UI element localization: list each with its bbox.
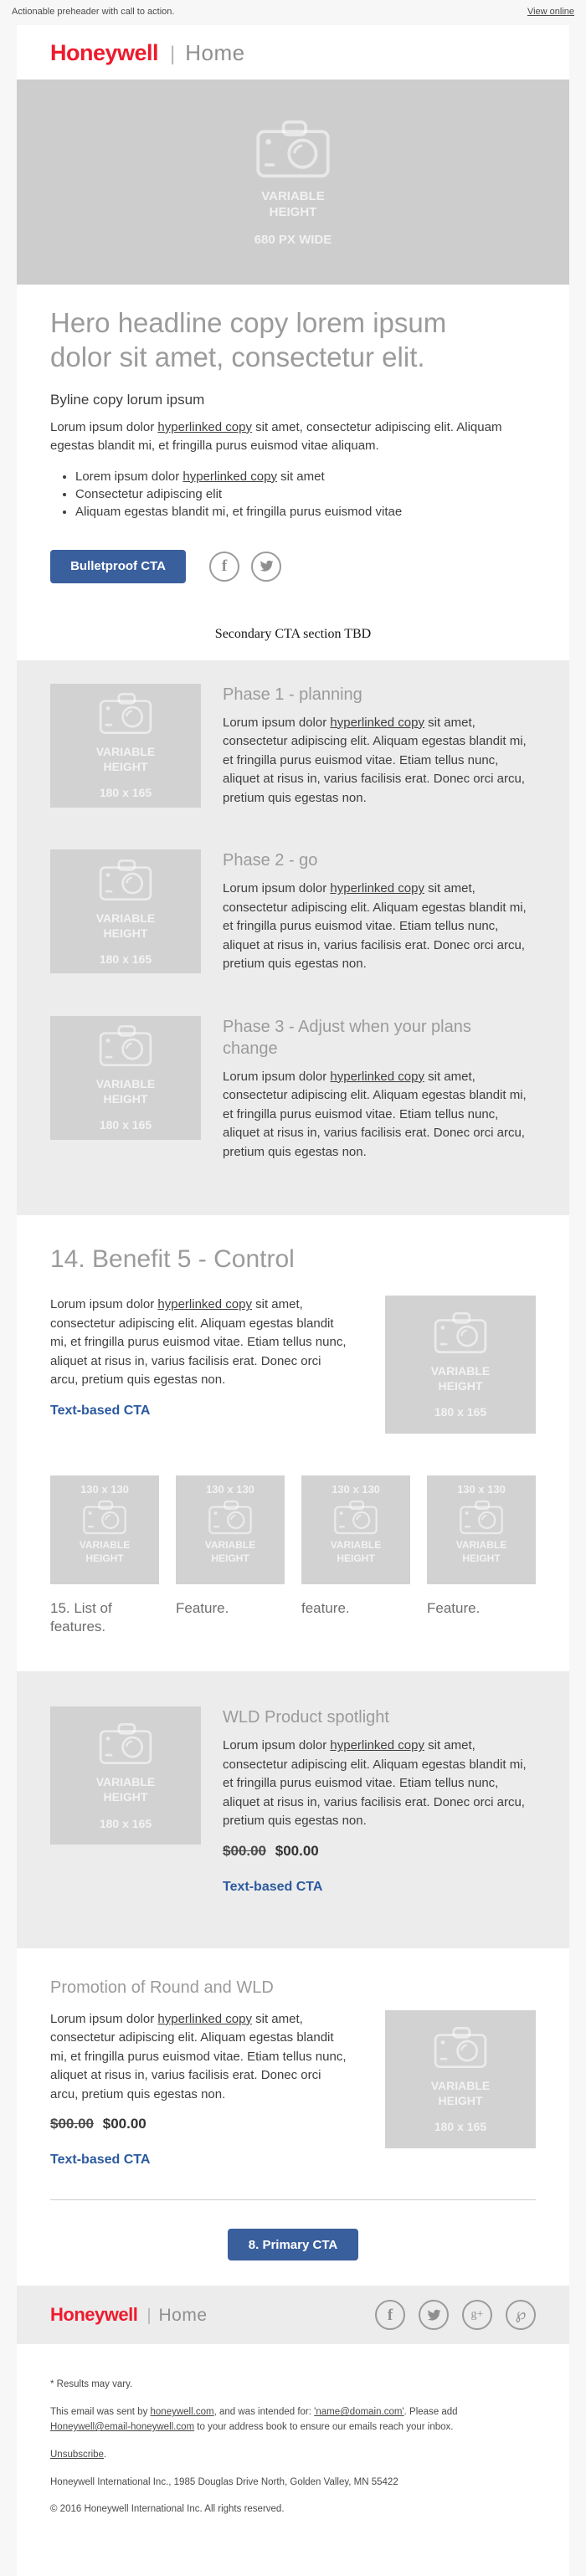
spotlight-section [17,1671,569,1948]
camera-icon [458,1499,505,1536]
google-plus-button[interactable] [462,2300,492,2330]
promotion-section [17,1948,569,2286]
placeholder-size-label: 180 x 165 [99,1118,152,1132]
twitter-button[interactable] [251,552,281,582]
phase-image-placeholder [50,684,201,808]
feature-image-placeholder [427,1475,536,1584]
hyperlinked-copy-link[interactable]: hyperlinked copy [330,1738,424,1753]
hero-social-icons [209,552,281,582]
phase-row [50,684,536,808]
placeholder-variable-height: VARIABLE HEIGHT [261,188,325,219]
benefit-section [17,1215,569,1671]
price-line [223,1843,536,1860]
brand-divider: | [170,43,176,65]
sent-info: This email was sent by honeywell.com, and was intended for: 'name@domain.com'. Please add Honeywell@email-honeywell.com to your address book to ensure our emails reach your inbox. [50,2407,458,2433]
preheader-text: Actionable preheader with call to action. [12,7,175,17]
brand-division: Home [185,40,245,65]
honeywell-home-logo[interactable] [50,40,536,66]
facebook-button[interactable] [375,2300,405,2330]
placeholder-size-label: 180 x 165 [434,2120,487,2134]
promotion-text [50,2010,352,2168]
benefit-heading: 14. Benefit 5 - Control [50,1245,295,1274]
placeholder-size-label: 180 x 165 [434,1405,487,1419]
footer-text [17,2344,569,2576]
secondary-cta-heading: Secondary CTA section TBD [214,626,372,641]
placeholder-variable-height: VARIABLE HEIGHT [95,745,156,774]
placeholder-size-label: 680 PX WIDE [254,232,332,247]
benefit-text [50,1296,352,1434]
promotion-image-placeholder [385,2010,536,2148]
hyperlinked-copy-link[interactable]: hyperlinked copy [330,715,424,730]
hyperlinked-copy-link[interactable]: hyperlinked copy [330,881,424,896]
copyright-line: © 2016 Honeywell International Inc. All rights reserved. [50,2504,285,2515]
twitter-button[interactable] [419,2300,449,2330]
placeholder-variable-height: VARIABLE HEIGHT [330,1539,382,1564]
text-based-cta-link[interactable]: Text-based CTA [50,1403,151,1418]
spotlight-body: Lorum ipsum dolor hyperlinked copy sit amet, consectetur adipiscing elit. Aliquam egestas blandit mi, et fringilla purus euismod vitae. Etiam tellus nunc, aliquet at risus in, varius facilisis erat. Donec orci arcu, pretium quis egestas non. [223,1738,527,1829]
price-new: $00.00 [102,2116,146,2132]
hero-byline: Byline copy lorum ipsum [50,391,205,408]
honeywell-com-link[interactable]: honeywell.com [150,2407,214,2418]
price-new: $00.00 [275,1842,319,1859]
placeholder-size-label: 130 x 130 [80,1483,129,1496]
bullet-item: • Aliquam egestas blandit mi, et fringilla purus euismod vitae [75,503,536,521]
promotion-columns [50,2010,536,2168]
phase-body: Lorum ipsum dolor hyperlinked copy sit amet, consectetur adipiscing elit. Aliquam egestas blandit mi, et fringilla purus euismod vitae. Etiam tellus nunc, aliquet at risus in, varius facilisis erat. Donec orci arcu, pretium quis egestas non. [223,715,527,805]
phase-row [50,1016,536,1162]
placeholder-variable-height: VARIABLE HEIGHT [430,2078,491,2107]
phase-text [223,849,536,974]
phase-body: Lorum ipsum dolor hyperlinked copy sit amet, consectetur adipiscing elit. Aliquam egestas blandit mi, et fringilla purus euismod vitae. Etiam tellus nunc, aliquet at risus in, varius facilisis erat. Donec orci arcu, pretium quis egestas non. [223,881,527,972]
pinterest-button[interactable] [506,2300,536,2330]
unsubscribe-link[interactable]: Unsubscribe [50,2449,104,2460]
feature-label: feature. [301,1600,350,1617]
hero-image-placeholder [17,80,569,285]
placeholder-variable-height: VARIABLE HEIGHT [95,1077,156,1106]
hero-headline: Hero headline copy lorem ipsum dolor sit amet, consectetur elit. [50,307,447,372]
feature-label: Feature. [427,1600,481,1617]
address-line: Honeywell International Inc., 1985 Douglas Drive North, Golden Valley, MN 55422 [50,2476,398,2487]
footer-social-icons [375,2300,536,2330]
preheader [0,0,586,25]
spotlight-title: WLD Product spotlight [223,1708,389,1727]
hyperlinked-copy-link[interactable]: hyperlinked copy [330,1069,424,1084]
camera-icon [81,1499,128,1536]
placeholder-variable-height: VARIABLE HEIGHT [95,1775,156,1804]
bullet-item: • Consectetur adipiscing elit [75,485,536,503]
bullet-item: • Lorem ipsum dolor hyperlinked copy sit amet [75,468,536,485]
feature-label: 15. List of features. [50,1600,112,1635]
footer-honeywell-home-logo[interactable] [50,2304,208,2326]
price-old: $00.00 [50,2116,94,2132]
cta-row [50,550,536,583]
divider [50,2199,536,2200]
primary-cta-wrap [50,2229,536,2260]
placeholder-size-label: 180 x 165 [99,786,152,800]
placeholder-variable-height: VARIABLE HEIGHT [430,1364,491,1393]
feature-label: Feature. [176,1600,229,1617]
facebook-icon: f [387,2306,393,2324]
camera-icon [97,1024,154,1068]
phase-row [50,849,536,974]
placeholder-variable-height: VARIABLE HEIGHT [204,1539,256,1564]
feature-boxes-row [50,1475,536,1584]
feature-image-placeholder [176,1475,285,1584]
camera-icon [332,1499,379,1536]
bulletproof-cta-button[interactable]: Bulletproof CTA [50,550,186,583]
text-based-cta-link[interactable]: Text-based CTA [223,1879,323,1894]
placeholder-variable-height: VARIABLE HEIGHT [95,911,156,940]
hyperlinked-copy-link[interactable]: hyperlinked copy [157,1297,252,1312]
placeholder-variable-height: VARIABLE HEIGHT [455,1539,507,1564]
promotion-title: Promotion of Round and WLD [50,1978,274,1997]
pinterest-icon: ℘ [515,2306,527,2324]
phase-text [223,684,536,808]
phase-body: Lorum ipsum dolor hyperlinked copy sit amet, consectetur adipiscing elit. Aliquam egestas blandit mi, et fringilla purus euismod vitae. Etiam tellus nunc, aliquet at risus in, varius facilisis erat. Donec orci arcu, pretium quis egestas non. [223,1069,527,1159]
twitter-icon [427,2308,441,2322]
recipient-email-link[interactable]: 'name@domain.com' [314,2407,404,2418]
brand-divider: | [146,2307,152,2326]
unsubscribe-line: Unsubscribe. [50,2449,107,2460]
hyperlinked-copy-link[interactable]: hyperlinked copy [157,2011,252,2026]
placeholder-size-label: 130 x 130 [206,1483,254,1496]
camera-icon [253,118,333,180]
twitter-icon [260,559,274,573]
phase-title: Phase 1 - planning [223,685,362,704]
spotlight-image-placeholder [50,1706,201,1845]
camera-icon [207,1499,254,1536]
placeholder-size-label: 130 x 130 [332,1483,380,1496]
placeholder-size-label: 180 x 165 [99,1816,152,1830]
brand-division: Home [158,2306,208,2326]
phases-section [17,660,569,1216]
facebook-button[interactable] [209,552,239,582]
results-disclaimer: * Results may vary. [50,2379,133,2390]
placeholder-size-label: 180 x 165 [99,952,152,966]
google-plus-icon: g+ [470,2308,484,2322]
view-online-link[interactable]: View online [527,7,574,17]
placeholder-size-label: 130 x 130 [457,1483,506,1496]
promotion-body: Lorum ipsum dolor hyperlinked copy sit amet, consectetur adipiscing elit. Aliquam egestas blandit mi, et fringilla purus euismod vitae. Etiam tellus nunc, aliquet at risus in, varius facilisis erat. Donec orci arcu, pretium quis egestas non. [50,2011,347,2101]
feature-image-placeholder [301,1475,410,1584]
camera-icon [432,2025,489,2070]
hyperlinked-copy-link[interactable]: hyperlinked copy [157,419,252,434]
email-header [17,25,569,80]
phase-image-placeholder [50,1016,201,1140]
phase-text [223,1016,536,1162]
bullet-list [59,468,536,521]
benefit-image-placeholder [385,1296,536,1434]
brand-name: Honeywell [50,40,159,65]
benefit-body: Lorum ipsum dolor hyperlinked copy sit amet, consectetur adipiscing elit. Aliquam egestas blandit mi, et fringilla purus euismod vitae. Etiam tellus nunc, aliquet at risus in, varius facilisis erat. Donec orci arcu, pretium quis egestas non. [50,1297,347,1388]
camera-icon [97,858,154,902]
price-line [50,2116,352,2132]
placeholder-variable-height: VARIABLE HEIGHT [79,1539,131,1564]
hyperlinked-copy-link[interactable]: hyperlinked copy [182,469,277,484]
feature-labels-row [50,1599,536,1636]
camera-icon [432,1311,489,1355]
phase-image-placeholder [50,849,201,973]
camera-icon [97,1722,154,1766]
phase-title: Phase 3 - Adjust when your plans change [223,1017,471,1058]
sender-email-link[interactable]: Honeywell@email-honeywell.com [50,2422,195,2433]
spotlight-row [50,1706,536,1895]
footer-bar [17,2286,569,2344]
phase-title: Phase 2 - go [223,851,318,870]
facebook-icon: f [221,557,228,576]
price-old: $00.00 [223,1842,266,1859]
email-container [17,25,569,2576]
hero-copy-section [17,285,569,660]
benefit-columns [50,1296,536,1434]
primary-cta-button[interactable]: 8. Primary CTA [228,2229,358,2260]
brand-name: Honeywell [50,2304,138,2326]
hero-intro-paragraph: Lorum ipsum dolor hyperlinked copy sit amet, consectetur adipiscing elit. Aliquam egestas blandit mi, et fringilla purus euismod vitae aliquam. [50,419,502,454]
text-based-cta-link[interactable]: Text-based CTA [50,2153,151,2168]
camera-icon [97,691,154,736]
spotlight-text [223,1706,536,1895]
feature-image-placeholder [50,1475,159,1584]
